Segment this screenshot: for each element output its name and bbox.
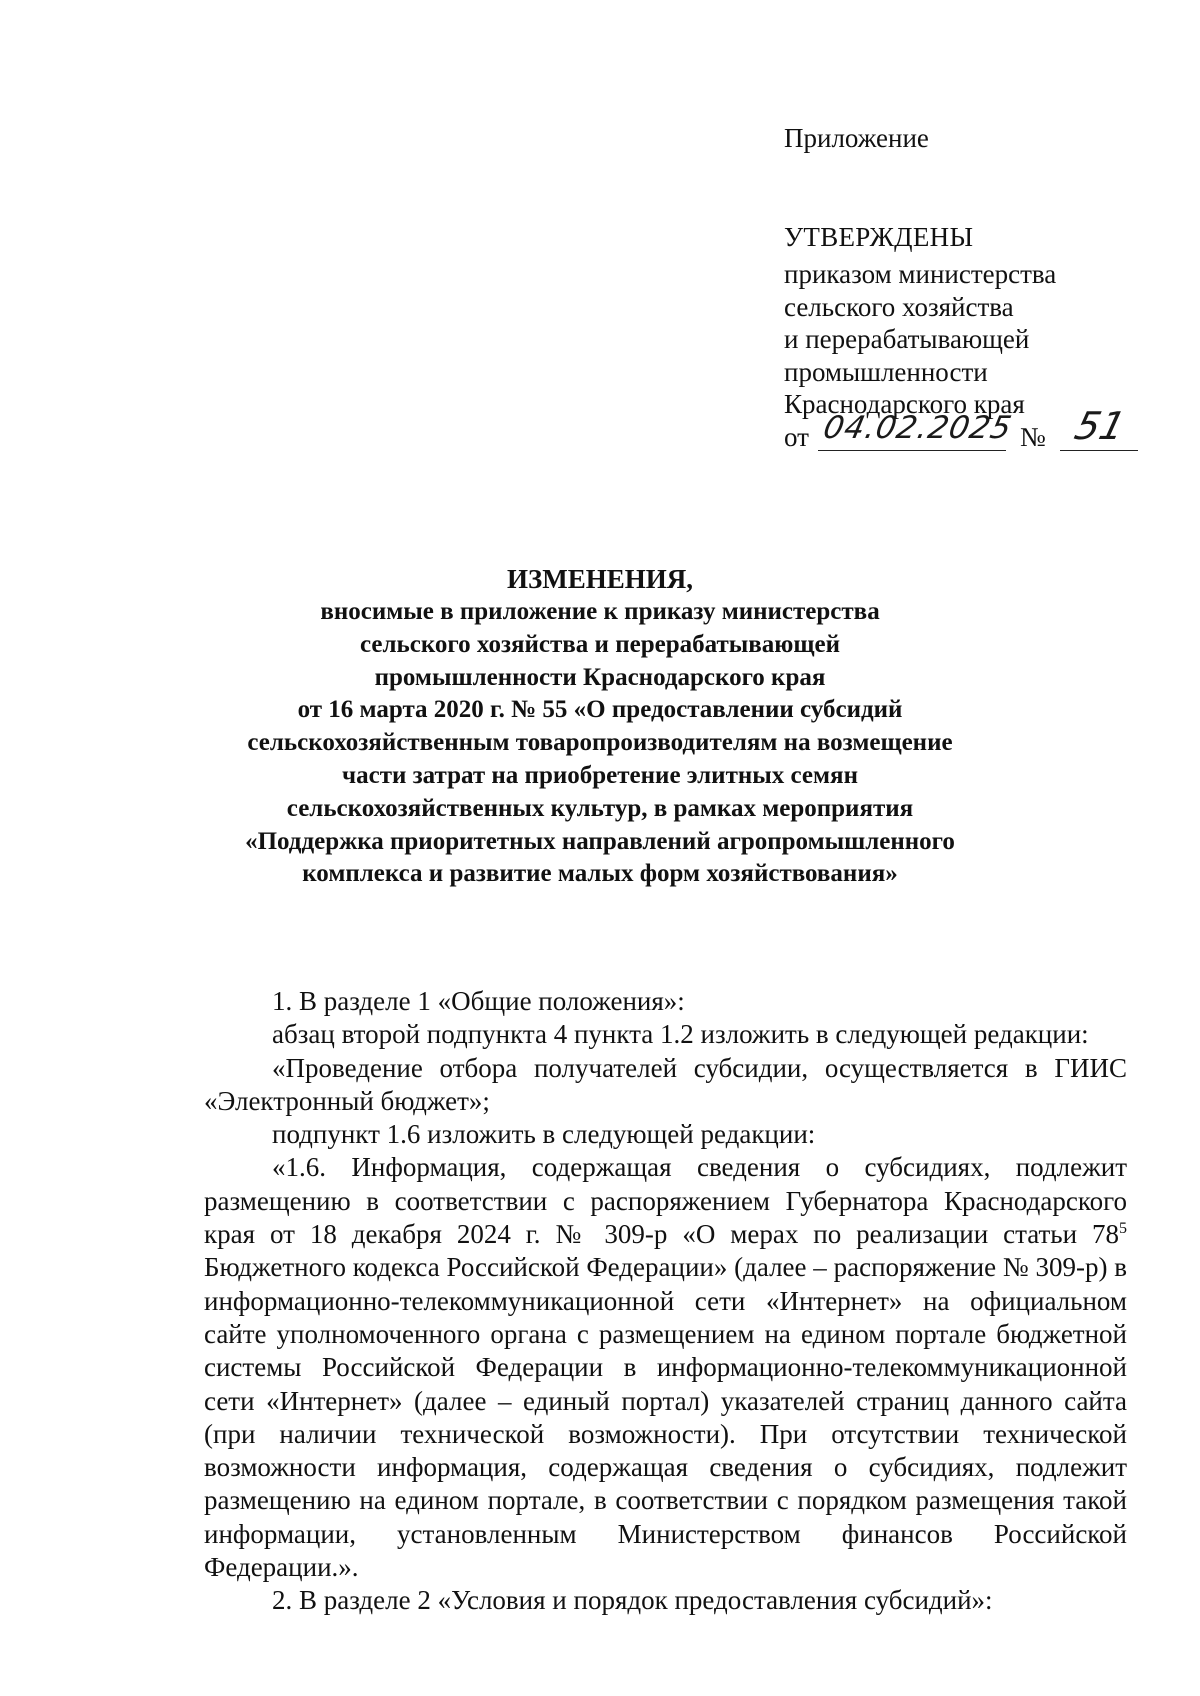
date-field <box>818 410 1016 451</box>
title-line: сельскохозяйственных культур, в рамках мероприятия <box>286 794 914 822</box>
title-line: комплекса и развитие малых форм хозяйствования» <box>302 860 898 888</box>
document-body <box>204 985 1127 1618</box>
superscript: 5 <box>1119 1220 1127 1238</box>
approval-line: приказом министерства <box>784 259 1057 289</box>
document-title <box>100 562 1100 891</box>
body-paragraph: «Проведение отбора получателей субсидии, осуществляется в ГИИС «Электронный бюджет»; <box>204 1052 1127 1116</box>
approval-line: промышленности <box>784 356 988 387</box>
paragraph-text: «1.6. Информация, содержащая сведения о субсидиях, подлежит размещению в соответствии с распоряжением Губернатора Краснодарского края от 18 декабря 2024 г. № 309-р «О мерах по реализации статьи 78 <box>204 1152 1127 1250</box>
body-paragraph: 2. В разделе 2 «Условия и порядок предоставления субсидий»: <box>272 1585 993 1616</box>
body-paragraph: 1. В разделе 1 «Общие положения»: <box>272 986 685 1016</box>
handwritten-date: 04.02.2025 <box>820 410 1016 446</box>
handwritten-number: 51 <box>1070 404 1130 448</box>
title-line: промышленности Краснодарского края <box>374 663 826 691</box>
title-line: вносимые в приложение к приказу министерства <box>320 598 880 625</box>
number-field <box>1060 404 1138 451</box>
approval-lines <box>784 258 1056 421</box>
title-line: части затрат на приобретение элитных семян <box>342 761 858 789</box>
approval-line: и перерабатывающей <box>784 324 1030 354</box>
approval-line: сельского хозяйства <box>784 291 1014 322</box>
title-line: сельскохозяйственным товаропроизводителям на возмещение <box>247 729 953 757</box>
approved-heading: УТВЕРЖДЕНЫ <box>784 222 974 252</box>
title-line: сельского хозяйства и перерабатывающей <box>360 630 840 658</box>
from-label: от <box>784 422 809 452</box>
paragraph-text: Бюджетного кодекса Российской Федерации» (далее – распоряжение № 309-р) в информационно-телекоммуникационной сети «Интернет» на официальном сайте уполномоченного органа с размещением на едином портале бюджетной системы Российской Федерации в информационно-телекоммуникационной сети «Интернет» (далее – единый портал) указателей страниц данного сайта (при наличии технической возможности). При отсутствии технической возможности информация, содержащая сведения о субсидиях, подлежит размещению на едином портале, в соответствии с порядком размещения такой информации, установленным Министерством финансов Российской Федерации.». <box>204 1252 1127 1583</box>
title-line: «Поддержка приоритетных направлений агропромышленного <box>245 827 955 855</box>
body-paragraph <box>204 1151 1127 1584</box>
approval-line: Краснодарского края <box>784 389 1025 419</box>
title-line: от 16 марта 2020 г. № 55 «О предоставлении субсидий <box>297 696 903 724</box>
title-main: ИЗМЕНЕНИЯ, <box>506 564 693 594</box>
appendix-label: Приложение <box>784 123 929 153</box>
number-label: № <box>1020 422 1046 452</box>
body-paragraph: абзац второй подпункта 4 пункта 1.2 изложить в следующей редакции: <box>272 1019 1089 1050</box>
body-paragraph: подпункт 1.6 изложить в следующей редакции: <box>272 1119 816 1150</box>
